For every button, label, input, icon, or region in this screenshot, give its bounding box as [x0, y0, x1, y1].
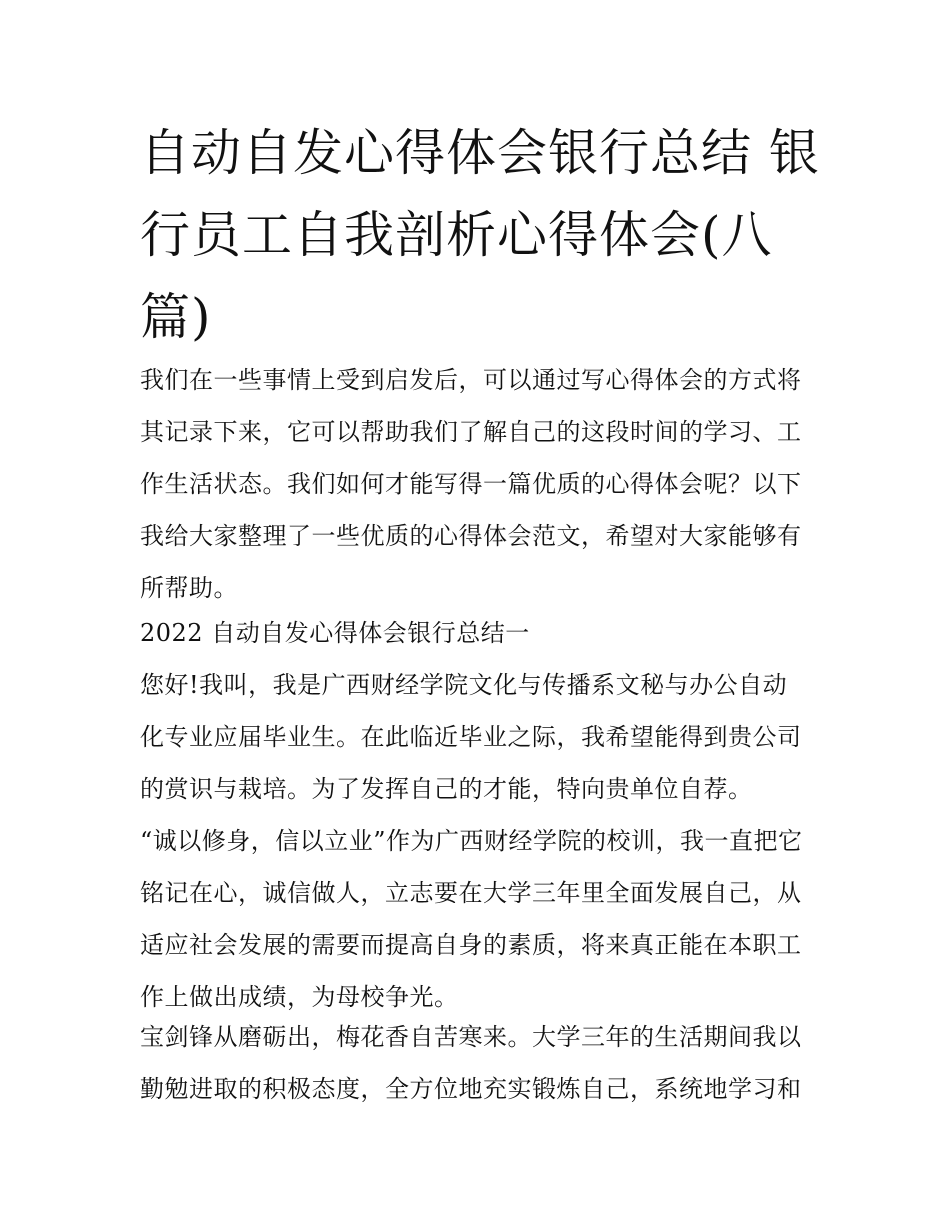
text-line: 其记录下来，它可以帮助我们了解自己的这段时间的学习、工: [140, 418, 802, 446]
text-line: 勤勉进取的积极态度，全方位地充实锻炼自己，系统地学习和: [140, 1075, 802, 1103]
text-line: 适应社会发展的需要而提高自身的素质，将来真正能在本职工: [140, 931, 802, 959]
paragraph-self-introduction: [140, 659, 820, 815]
text-line: “诚以修身，信以立业”作为广西财经学院的校训，我一直把它: [140, 827, 803, 855]
text-line: 的赏识与栽培。为了发挥自己的才能，特向贵单位自荐。: [140, 775, 753, 803]
paragraph-university-life: [140, 1011, 820, 1115]
text-line: 铭记在心，诚信做人，立志要在大学三年里全面发展自己，从: [140, 879, 802, 907]
text-line: 化专业应届毕业生。在此临近毕业之际，我希望能得到贵公司: [140, 723, 802, 751]
title-line: 篇): [140, 288, 212, 346]
text-line: 作生活状态。我们如何才能写得一篇优质的心得体会呢？以下: [140, 470, 802, 498]
intro-paragraph: [140, 354, 820, 614]
text-line: 宝剑锋从磨砺出，梅花香自苦寒来。大学三年的生活期间我以: [140, 1023, 802, 1051]
title-line: 行员工自我剖析心得体会(八: [140, 206, 773, 264]
text-line: 我们在一些事情上受到启发后，可以通过写心得体会的方式将: [140, 366, 802, 394]
section-heading-text: 2022 自动自发心得体会银行总结一: [140, 619, 530, 647]
text-line: 所帮助。: [140, 574, 238, 602]
title-line: 自动自发心得体会银行总结 银: [140, 124, 820, 182]
paragraph-school-motto: [140, 815, 820, 1023]
document-title: [140, 112, 820, 358]
text-line: 作上做出成绩，为母校争光。: [140, 983, 459, 1011]
text-line: 您好!我叫，我是广西财经学院文化与传播系文秘与办公自动: [140, 671, 788, 699]
text-line: 我给大家整理了一些优质的心得体会范文，希望对大家能够有: [140, 522, 802, 550]
section-heading: [140, 607, 820, 659]
